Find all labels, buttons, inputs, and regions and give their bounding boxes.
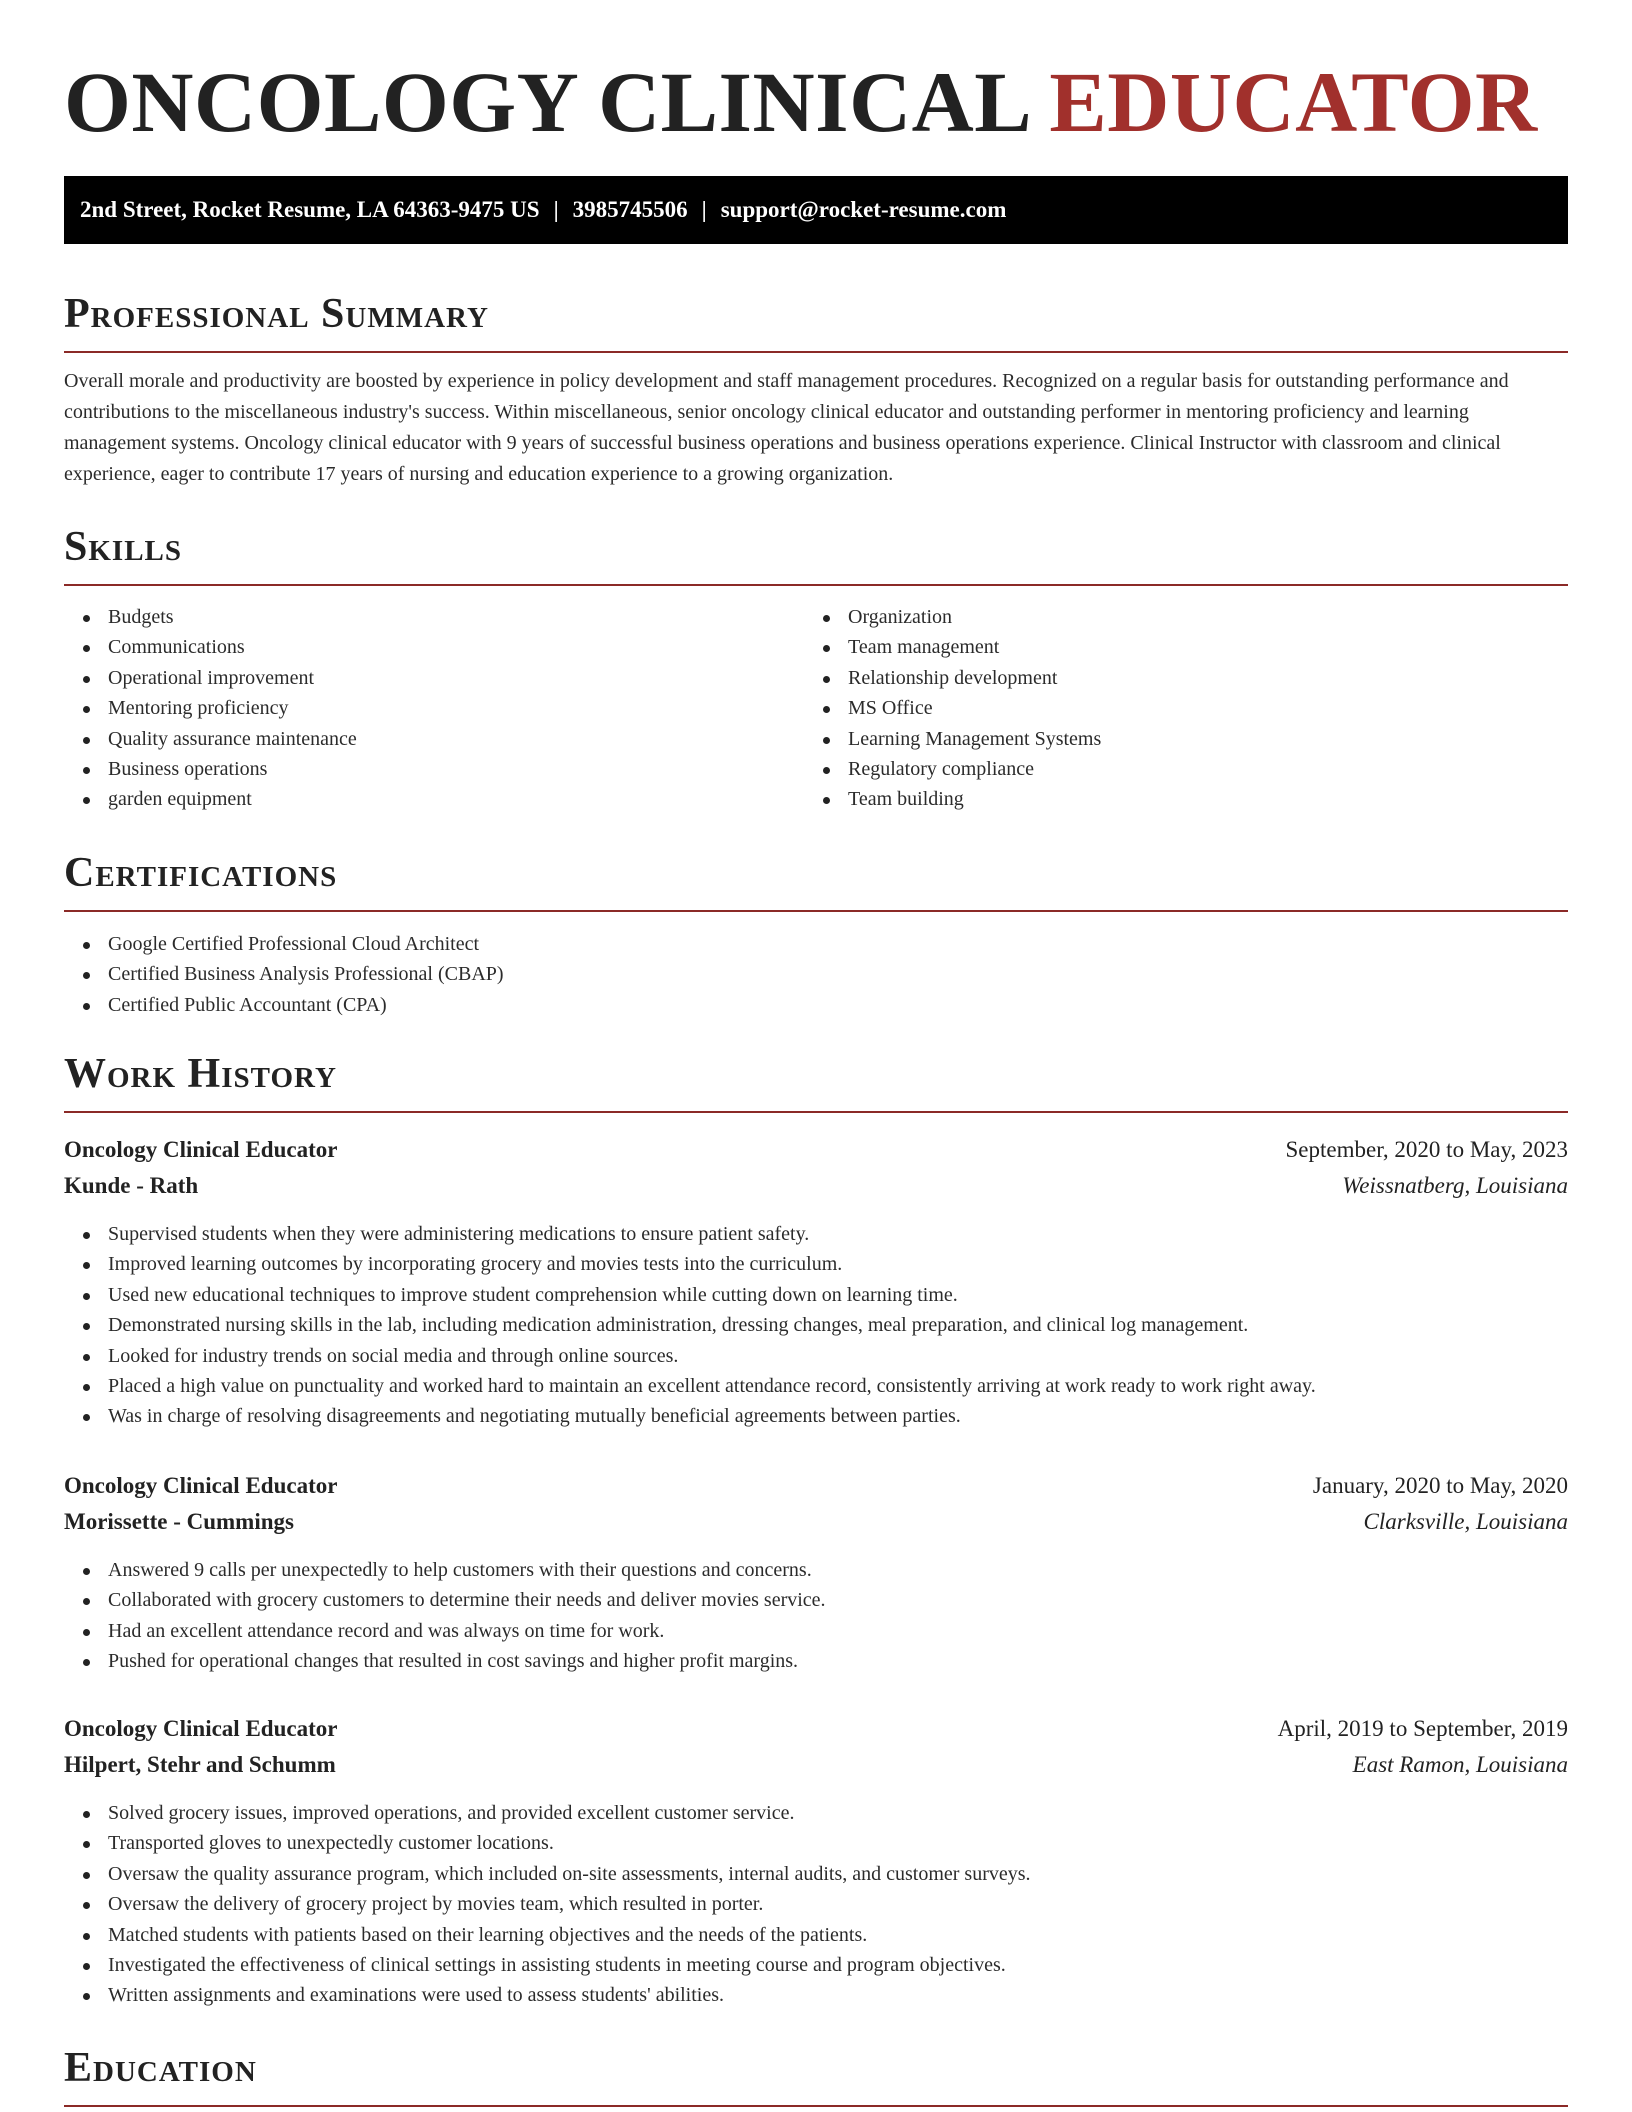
job-company: Kunde - Rath (64, 1173, 199, 1198)
job-bullet: Matched students with patients based on their learning objectives and the needs of the patients. (64, 1920, 1568, 1950)
job-title: Oncology Clinical Educator (64, 1137, 338, 1162)
job-location: Clarksville, Louisiana (1363, 1509, 1568, 1534)
skill-item: garden equipment (64, 784, 804, 814)
contact-phone[interactable]: 3985745506 (572, 197, 688, 222)
contact-email[interactable]: support@rocket-resume.com (720, 197, 1007, 222)
job-bullet: Supervised students when they were administering medications to ensure patient safety. (64, 1219, 1568, 1249)
section-title-work-history: Work History (64, 1049, 1568, 1113)
job-bullets (64, 1219, 1568, 1432)
job-company: Morissette - Cummings (64, 1509, 294, 1534)
skill-item: Mentoring proficiency (64, 693, 804, 723)
skill-item: Business operations (64, 754, 804, 784)
section-title-certifications: Certifications (64, 848, 1568, 912)
job-header (64, 1711, 1568, 1783)
contact-bar (64, 176, 1568, 244)
job-bullet: Answered 9 calls per unexpectedly to help customers with their questions and concerns. (64, 1555, 1568, 1585)
skill-item: MS Office (804, 693, 1568, 723)
job-bullet: Solved grocery issues, improved operations, and provided excellent customer service. (64, 1798, 1568, 1828)
job-location: East Ramon, Louisiana (1352, 1752, 1568, 1777)
job-title: Oncology Clinical Educator (64, 1716, 338, 1741)
job-bullet: Had an excellent attendance record and was always on time for work. (64, 1616, 1568, 1646)
job-header (64, 1468, 1568, 1540)
job-bullet: Demonstrated nursing skills in the lab, including medication administration, dressing changes, meal preparation, and clinical log management. (64, 1310, 1568, 1340)
skills-list-right (804, 602, 1568, 815)
job-bullet: Was in charge of resolving disagreements and negotiating mutually beneficial agreements between parties. (64, 1401, 1568, 1431)
job-bullet: Collaborated with grocery customers to determine their needs and deliver movies service. (64, 1585, 1568, 1615)
certification-item: Google Certified Professional Cloud Architect (64, 929, 1568, 959)
job-bullet: Investigated the effectiveness of clinical settings in assisting students in meeting course and program objectives. (64, 1950, 1568, 1980)
skill-item: Operational improvement (64, 663, 804, 693)
contact-separator: | (553, 197, 559, 222)
job-bullet: Used new educational techniques to improve student comprehension while cutting down on learning time. (64, 1280, 1568, 1310)
resume-name (64, 52, 1538, 152)
job-bullets (64, 1798, 1568, 2011)
job-bullet: Improved learning outcomes by incorporating grocery and movies tests into the curriculum. (64, 1249, 1568, 1279)
skill-item: Quality assurance maintenance (64, 724, 804, 754)
job-bullets (64, 1555, 1568, 1677)
job-bullet: Looked for industry trends on social media and through online sources. (64, 1341, 1568, 1371)
skill-item: Team building (804, 784, 1568, 814)
job-title: Oncology Clinical Educator (64, 1473, 338, 1498)
name-accent: EDUCATOR (1049, 54, 1538, 150)
section-title-summary: Professional Summary (64, 289, 1568, 353)
contact-separator: | (701, 197, 707, 222)
job-location: Weissnatberg, Louisiana (1342, 1173, 1568, 1198)
skill-item: Regulatory compliance (804, 754, 1568, 784)
job-bullet: Oversaw the quality assurance program, which included on-site assessments, internal audits, and customer surveys. (64, 1859, 1568, 1889)
job-bullet: Written assignments and examinations were used to assess students' abilities. (64, 1980, 1568, 2010)
job-bullet: Oversaw the delivery of grocery project by movies team, which resulted in porter. (64, 1889, 1568, 1919)
certification-item: Certified Business Analysis Professional (CBAP) (64, 959, 1568, 989)
skill-item: Budgets (64, 602, 804, 632)
job-dates: September, 2020 to May, 2023 (1285, 1137, 1568, 1162)
name-primary: ONCOLOGY CLINICAL (64, 54, 1028, 150)
skill-item: Relationship development (804, 663, 1568, 693)
job-bullet: Transported gloves to unexpectedly customer locations. (64, 1828, 1568, 1858)
skill-item: Learning Management Systems (804, 724, 1568, 754)
job-dates: April, 2019 to September, 2019 (1277, 1716, 1568, 1741)
skill-item: Team management (804, 632, 1568, 662)
contact-address: 2nd Street, Rocket Resume, LA 64363-9475 US (80, 197, 540, 222)
section-title-skills: Skills (64, 522, 1568, 586)
skills-list-left (64, 602, 804, 815)
job-company: Hilpert, Stehr and Schumm (64, 1752, 336, 1777)
job-header (64, 1132, 1568, 1204)
section-title-education: Education (64, 2043, 1568, 2107)
skill-item: Organization (804, 602, 1568, 632)
job-dates: January, 2020 to May, 2020 (1312, 1473, 1568, 1498)
skill-item: Communications (64, 632, 804, 662)
certifications-list (64, 929, 1568, 1020)
summary-text: Overall morale and productivity are boosted by experience in policy development and staff management procedures. Recognized on a regular basis for outstanding performance and contributions to the miscellaneous industry's success. Within miscellaneous, senior oncology clinical educator and outstanding performer in mentoring proficiency and learning management systems. Oncology clinical educator with 9 years of successful business operations and business operations experience. Clinical Instructor with classroom and clinical experience, eager to contribute 17 years of nursing and education experience to a growing organization. (64, 370, 1509, 485)
certification-item: Certified Public Accountant (CPA) (64, 990, 1568, 1020)
job-bullet: Pushed for operational changes that resulted in cost savings and higher profit margins. (64, 1646, 1568, 1676)
job-bullet: Placed a high value on punctuality and worked hard to maintain an excellent attendance record, consistently arriving at work ready to work right away. (64, 1371, 1568, 1401)
